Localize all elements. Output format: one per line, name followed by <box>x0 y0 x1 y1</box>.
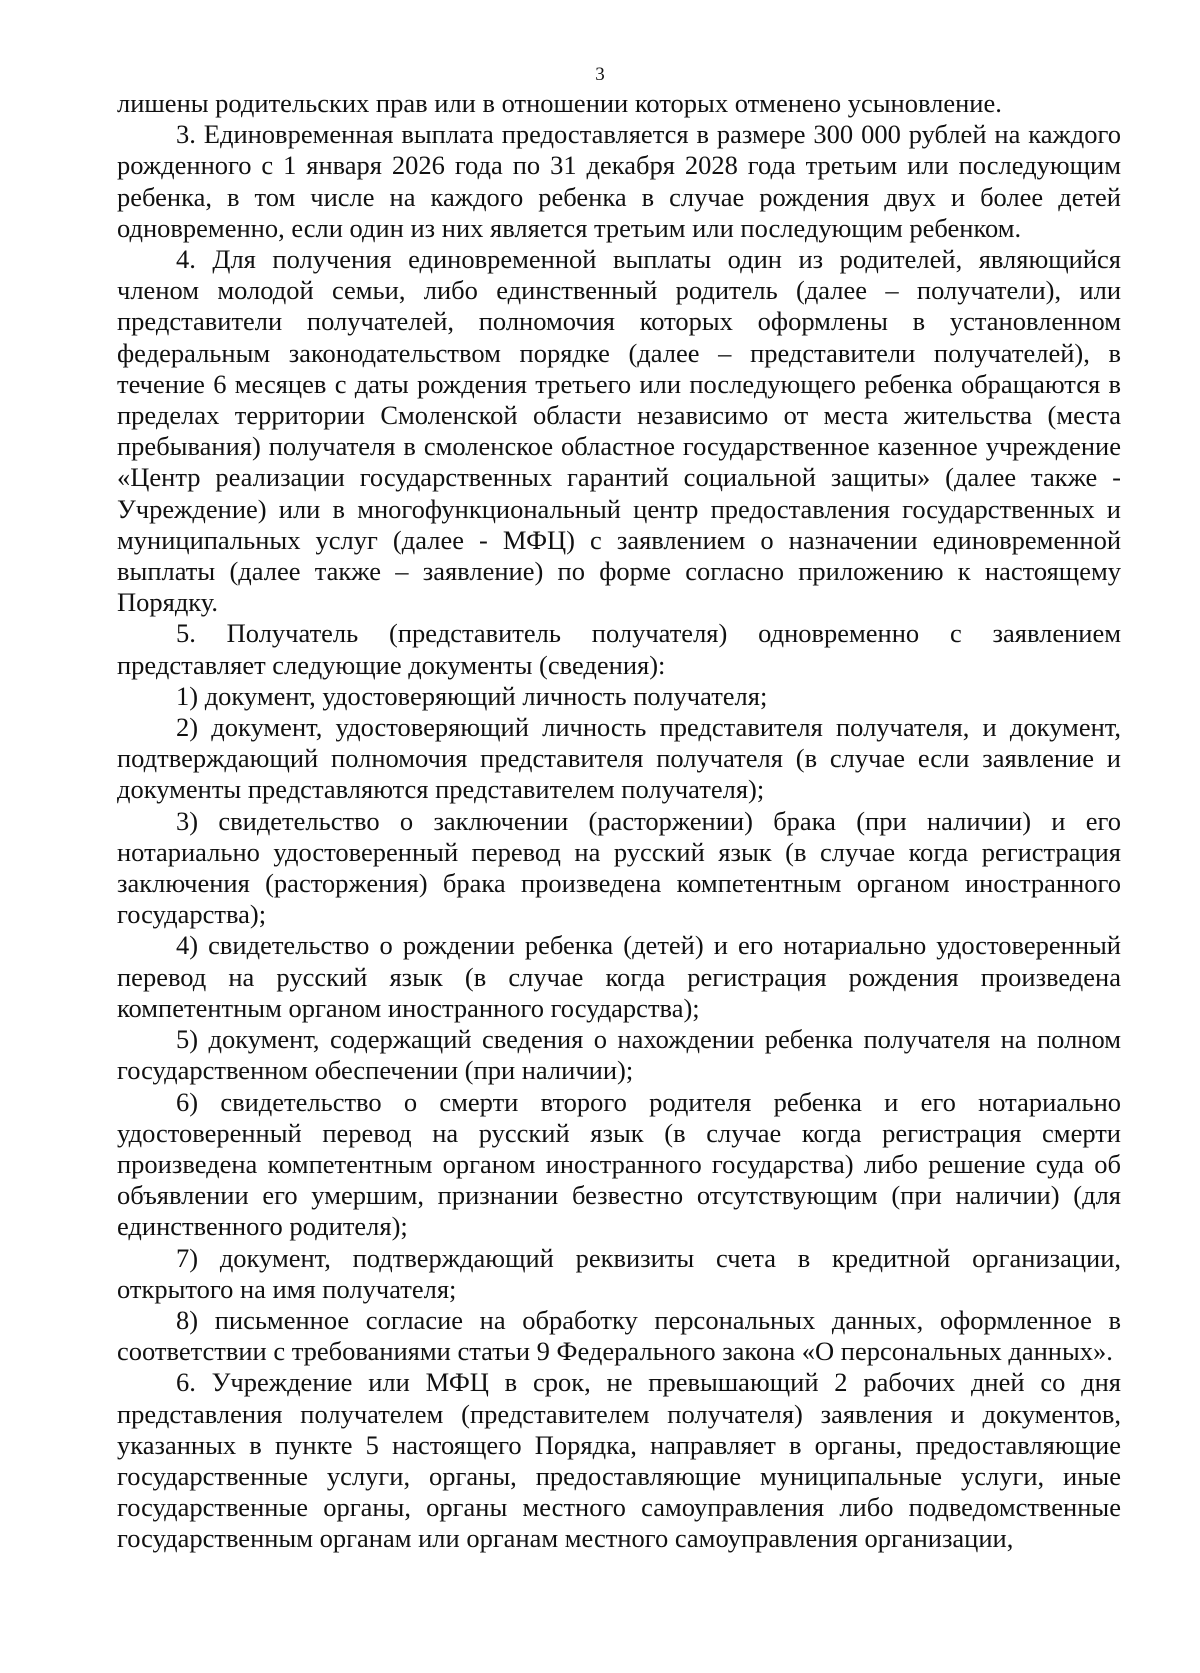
list-item: 3) свидетельство о заключении (расторжении) брака (при наличии) и его нотариально удостоверенный перевод на русский язык (в случае когда регистрация заключения (расторжения) брака произведена компетентным органом иностранного государства); <box>117 805 1121 930</box>
paragraph: 3. Единовременная выплата предоставляется в размере 300 000 рублей на каждого рожденного с 1 января 2026 года по 31 декабря 2028 года третьим или последующим ребенка, в том числе на каждого ребенка в случае рождения двух и более детей одновременно, если один из них является третьим или последующим ребенком. <box>117 119 1121 243</box>
list-item: 6) свидетельство о смерти второго родителя ребенка и его нотариально удостоверенный перевод на русский язык (в случае когда регистрация смерти произведена компетентным органом иностранного государства) либо решение суда об объявлении его умершим, признании безвестно отсутствующим (при наличии) (для единственного родителя); <box>117 1086 1121 1242</box>
paragraph: 6. Учреждение или МФЦ в срок, не превышающий 2 рабочих дней со дня представления получателем (представителем получателя) заявления и документов, указанных в пункте 5 настоящего Порядка, направляет в органы, предоставляющие государственные услуги, органы, предоставляющие муниципальные услуги, иные государственные органы, органы местного самоуправления либо подведомственные государственным органам или органам местного самоуправления организации, <box>117 1367 1121 1554</box>
list-item: 7) документ, подтверждающий реквизиты счета в кредитной организации, открытого на имя получателя; <box>117 1242 1121 1304</box>
paragraph: 5. Получатель (представитель получателя) одновременно с заявлением представляет следующие документы (сведения): <box>117 618 1121 680</box>
paragraph: лишены родительских прав или в отношении которых отменено усыновление. <box>117 88 1002 118</box>
paragraph: 4. Для получения единовременной выплаты один из родителей, являющийся членом молодой семьи, либо единственный родитель (далее – получатели), или представители получателей, полномочия которых оформлены в установленном федеральным законодательством порядке (далее – представители получателей), в течение 6 месяцев с даты рождения третьего или последующего ребенка обращаются в пределах территории Смоленской области независимо от места жительства (места пребывания) получателя в смоленское областное государственное казенное учреждение «Центр реализации государственных гарантий социальной защиты» (далее также - Учреждение) или в многофункциональный центр предоставления государственных и муниципальных услуг (далее - МФЦ) с заявлением о назначении единовременной выплаты (далее также – заявление) по форме согласно приложению к настоящему Порядку. <box>117 244 1121 618</box>
list-item: 1) документ, удостоверяющий личность получателя; <box>176 680 768 711</box>
list-item: 2) документ, удостоверяющий личность представителя получателя, и документ, подтверждающий полномочия представителя получателя (в случае если заявление и документы представляются представителем получателя); <box>117 712 1121 805</box>
list-item: 5) документ, содержащий сведения о нахождении ребенка получателя на полном государственном обеспечении (при наличии); <box>117 1024 1121 1086</box>
page-number: 3 <box>595 64 605 85</box>
document-body <box>117 88 1121 1555</box>
list-item: 8) письменное согласие на обработку персональных данных, оформленное в соответствии с требованиями статьи 9 Федерального закона «О персональных данных». <box>117 1304 1121 1367</box>
list-item: 4) свидетельство о рождении ребенка (детей) и его нотариально удостоверенный перевод на русский язык (в случае когда регистрация рождения произведена компетентным органом иностранного государства); <box>117 930 1121 1023</box>
